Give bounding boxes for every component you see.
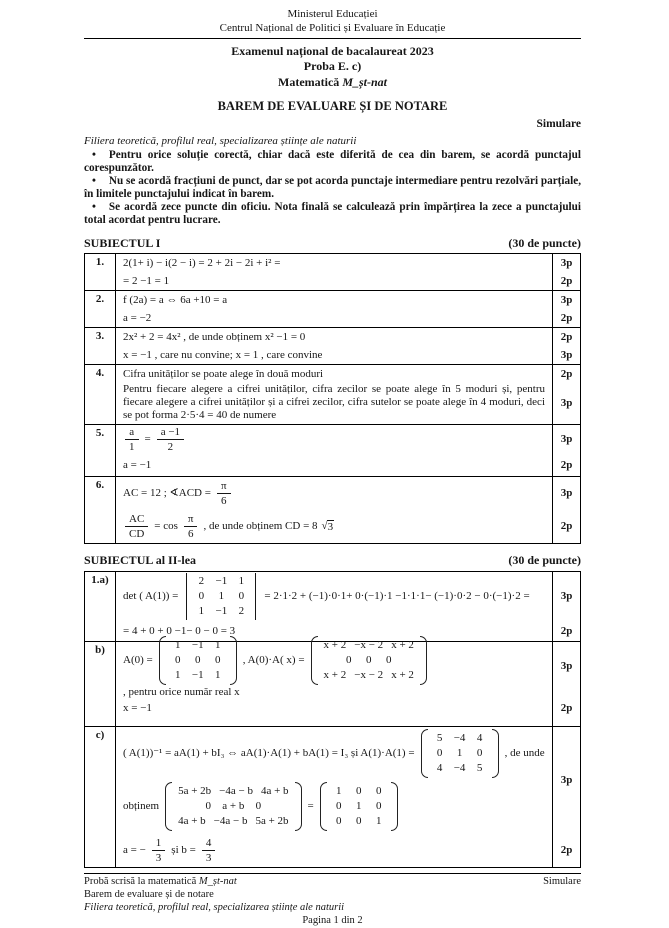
matrix-row <box>168 653 228 668</box>
formula-text: și b = <box>171 844 196 857</box>
matrix-row <box>174 799 292 814</box>
rules-list <box>84 149 581 227</box>
header-center <box>84 8 581 36</box>
solution-line <box>116 510 552 543</box>
table-row <box>85 327 580 364</box>
matrix-cell: 0 <box>376 784 382 797</box>
formula-text: det ( A(1)) = <box>123 590 179 603</box>
matrix <box>159 636 237 685</box>
solution-line: x = −1 , care nu convine; x = 1 , care convine <box>123 348 323 361</box>
row-number: 6. <box>85 477 116 543</box>
header-titles <box>84 44 581 115</box>
matrix-cell: 0 <box>356 814 362 827</box>
section2-heading <box>84 553 581 568</box>
points-cell: 2p <box>552 834 580 867</box>
table-row <box>85 572 580 641</box>
matrix-cell: 2 <box>238 605 245 618</box>
formula-text: , A(0)·A( x) = <box>242 653 305 666</box>
points-cell: 2p <box>552 365 580 383</box>
matrix-cell: 4a + b <box>178 814 206 827</box>
table-row <box>85 290 580 327</box>
matrix <box>311 636 427 685</box>
matrix-cell: 0 <box>356 784 362 797</box>
solution-line: = 2 −1 = 1 <box>123 274 170 287</box>
equals-sign: = <box>144 433 151 446</box>
subject-line <box>84 75 581 91</box>
matrix-row <box>320 668 418 683</box>
formula-text: obținem <box>123 799 160 812</box>
section1-points: (30 de puncte) <box>508 235 581 250</box>
points-cell: 3p <box>552 383 580 424</box>
filiera-line: Filiera teoretică, profilul real, specializarea științe ale naturii <box>84 134 357 147</box>
matrix-row <box>168 638 228 653</box>
solution-line <box>123 728 545 779</box>
left-paren <box>165 782 172 831</box>
matrix-cell: 0 <box>198 590 205 603</box>
solution-line <box>116 477 552 510</box>
matrix <box>421 729 499 778</box>
matrix-cell: 0 <box>214 653 221 666</box>
radical-sign: √ <box>321 519 328 532</box>
rule-text: Se acordă zece puncte din oficiu. Nota finală se calculează prin împărțirea la zece a punctajului total acordat pentru lucrare. <box>84 200 581 226</box>
matrix-row <box>320 653 418 668</box>
row-number: c) <box>85 727 116 867</box>
matrix-cell: 1 <box>198 605 205 618</box>
fraction: $\frac{a -1}{2}$ <box>157 425 184 454</box>
matrix-cell: 4 <box>476 732 483 745</box>
solution-line: f (2a) = a ⇔ 6a +10 = a <box>123 293 228 306</box>
row-number: 5. <box>85 425 116 476</box>
matrix-cell: −1 <box>215 605 228 618</box>
footer-exam-label: Probă scrisă la matematică <box>84 876 199 888</box>
matrix-cell: 0 <box>336 814 342 827</box>
fraction: $\frac{4}{3}$ <box>202 836 216 865</box>
exam-title: Examenul național de bacalaureat 2023 <box>231 43 434 58</box>
points-cell: 2p <box>552 692 580 726</box>
footer-line2: Barem de evaluare și de notare <box>84 888 214 900</box>
matrix-cell: 0 <box>436 747 443 760</box>
matrix-row <box>191 589 251 604</box>
matrix-cell: 2 <box>198 575 205 588</box>
formula-text: , de unde <box>504 747 545 760</box>
matrix-cell: −x − 2 <box>354 668 384 681</box>
fraction: $\frac{\pi}{6}$ <box>184 512 198 541</box>
matrix-cell: 0 <box>385 653 392 666</box>
matrix <box>320 782 398 831</box>
header-rule <box>84 38 581 39</box>
matrix-cell: 1 <box>376 814 382 827</box>
matrix-row <box>329 784 389 799</box>
rule-item <box>84 149 581 175</box>
matrix-cell: −4 <box>453 732 466 745</box>
footer <box>84 874 581 927</box>
formula-text: = cos <box>154 520 178 533</box>
fraction: $\frac{a}{1}$ <box>125 425 139 454</box>
matrix-cell: x + 2 <box>391 638 414 651</box>
points-cell: 3p <box>552 572 580 622</box>
formula-text: A(0) = <box>123 653 153 666</box>
matrix-row <box>191 574 251 589</box>
section1-title: SUBIECTUL I <box>84 235 161 250</box>
solution-line: 2(1+ i) − i(2 − i) = 2 + 2i − 2i + i² = <box>123 256 281 269</box>
subject-label: Matematică <box>278 75 343 90</box>
matrix-row <box>430 746 490 761</box>
matrix-row <box>430 761 490 776</box>
points-cell: 2p <box>552 309 580 327</box>
solution-line <box>116 634 552 700</box>
matrix-cell: 0 <box>205 799 211 812</box>
matrix-cell: 1 <box>174 668 181 681</box>
ministry-line: Ministerul Educației <box>287 8 378 20</box>
matrix-cell: 0 <box>365 653 372 666</box>
determinant-matrix <box>186 573 256 620</box>
matrix-cell: 4 <box>436 762 443 775</box>
subject-code: M_șt-nat <box>342 75 387 90</box>
left-paren <box>311 636 318 685</box>
matrix-cell: −4a − b <box>219 784 253 797</box>
center-line: Centrul Național de Politici și Evaluare în Educație <box>219 21 446 34</box>
matrix-cell: 0 <box>255 799 262 812</box>
formula-text: AC = 12 ; ∢ACD = <box>123 487 211 500</box>
simulare-label: Simulare <box>536 118 581 131</box>
matrix-cell: x + 2 <box>323 668 347 681</box>
formula-text: ( A(1))⁻¹ = aA(1) + bI₃ ⇔ aA(1)·A(1) + bA(1) = I₃ și A(1)·A(1) = <box>123 747 415 760</box>
matrix-cell: 5a + 2b <box>255 814 289 827</box>
matrix-row <box>329 799 389 814</box>
points-cell: 2p <box>552 454 580 476</box>
matrix-cell: −4a − b <box>213 814 248 827</box>
matrix-cell: 5 <box>436 732 443 745</box>
matrix-cell: 5a + 2b <box>178 784 212 797</box>
solution-line: a = −1 <box>123 458 152 471</box>
row-number: 2. <box>85 291 116 327</box>
matrix-cell: −1 <box>191 668 204 681</box>
matrix-row <box>168 668 228 683</box>
section2-points: (30 de puncte) <box>508 553 581 568</box>
solution-line: a = −2 <box>123 311 152 324</box>
solution-line <box>116 834 552 867</box>
left-paren <box>421 729 428 778</box>
footer-line3: Filiera teoretică, profilul real, specializarea științe ale naturii <box>84 901 345 913</box>
matrix-cell: 5 <box>476 762 483 775</box>
matrix-cell: −1 <box>215 575 228 588</box>
right-paren <box>420 636 427 685</box>
matrix-cell: 1 <box>214 638 221 651</box>
points-cell: 2p <box>552 328 580 346</box>
matrix-cell: x + 2 <box>323 638 347 651</box>
points-cell: 2p <box>552 622 580 641</box>
matrix-cell: 4a + b <box>260 784 289 797</box>
matrix-cell: 0 <box>336 799 342 812</box>
matrix-cell: 1 <box>218 590 225 603</box>
points-cell: 3p <box>552 291 580 309</box>
bullet-icon: • <box>92 148 96 161</box>
rule-item <box>84 175 581 201</box>
matrix-row <box>329 814 389 829</box>
matrix-cell: 1 <box>456 747 463 760</box>
matrix-cell: 0 <box>194 653 201 666</box>
points-cell: 3p <box>552 346 580 364</box>
section1-heading <box>84 236 581 251</box>
matrix-cell: 1 <box>174 638 181 651</box>
matrix-row <box>320 638 418 653</box>
matrix-cell: a + b <box>222 799 245 812</box>
formula-text: , de unde obținem CD = 8 <box>203 520 318 533</box>
matrix-row <box>430 731 490 746</box>
matrix-cell: 1 <box>238 575 245 588</box>
row-number: 4. <box>85 365 116 424</box>
solution-line <box>116 423 552 456</box>
formula-text: a = − <box>123 844 146 857</box>
fraction: $\frac{1}{3}$ <box>152 836 166 865</box>
points-cell: 2p <box>552 272 580 290</box>
square-root: √ 3 <box>321 519 334 533</box>
bullet-icon: • <box>92 174 96 187</box>
points-cell: 3p <box>552 642 580 692</box>
matrix-row <box>174 784 292 799</box>
matrix <box>165 782 301 831</box>
matrix-row <box>191 604 251 619</box>
footer-simulare-label: Simulare <box>543 876 581 888</box>
points-cell: 3p <box>552 727 580 834</box>
proba-line: Proba E. c) <box>303 59 362 74</box>
right-paren <box>391 782 398 831</box>
table-row <box>85 364 580 424</box>
matrix-cell: 0 <box>174 653 181 666</box>
table-row <box>85 254 580 290</box>
row-number: 1. <box>85 254 116 290</box>
right-paren <box>295 782 302 831</box>
matrix-row <box>174 814 292 829</box>
fraction: $\frac{AC}{CD}$ <box>125 512 148 541</box>
formula-text: , pentru orice număr real x <box>123 685 240 698</box>
footer-exam-code: M_șt-nat <box>198 876 237 888</box>
table-row <box>85 424 580 476</box>
points-cell: 3p <box>552 477 580 510</box>
formula-text: = 2·1·2 + (−1)·0·1+ 0·(−1)·1 −1·1·1− (−1)·0·2 − 0·(−1)·2 = <box>264 590 530 603</box>
matrix-cell: 0 <box>476 747 483 760</box>
matrix-cell: 0 <box>238 590 245 603</box>
equals-sign: = <box>307 799 314 812</box>
solution-line: = 4 + 0 + 0 −1− 0 − 0 = 3 <box>123 624 236 637</box>
matrix-cell: 0 <box>376 799 382 812</box>
table-row <box>85 638 580 726</box>
points-cell: 3p <box>552 425 580 454</box>
section2-title: SUBIECTUL al II-lea <box>84 553 197 568</box>
matrix-cell: 1 <box>356 799 362 812</box>
points-cell: 3p <box>552 254 580 272</box>
matrix-cell: 1 <box>214 668 221 681</box>
row-number: 3. <box>85 328 116 364</box>
matrix-cell: −4 <box>453 762 466 775</box>
left-paren <box>320 782 327 831</box>
barem-title: BAREM DE EVALUARE ȘI DE NOTARE <box>217 98 448 113</box>
matrix-cell: −1 <box>191 638 204 651</box>
subject1-table <box>84 253 581 544</box>
table-row <box>85 476 580 543</box>
row-number: b) <box>85 642 116 726</box>
matrix-cell: 0 <box>345 653 352 666</box>
row-number: 1.a) <box>85 572 116 641</box>
matrix-cell: x + 2 <box>391 668 414 681</box>
right-paren <box>492 729 499 778</box>
solution-line <box>123 779 545 833</box>
table-row <box>85 726 580 867</box>
rule-text: Pentru orice soluție corectă, chiar dacă este diferită de cea din barem, se acordă punctajul corespunzător. <box>84 148 581 174</box>
matrix-cell: −x − 2 <box>354 638 384 651</box>
left-paren <box>159 636 166 685</box>
points-cell: 2p <box>552 510 580 543</box>
bullet-icon: • <box>92 200 96 213</box>
solution-paragraph: Pentru fiecare alegere a cifrei unităților, cifra zecilor se poate alege în 5 moduri și, pentru fiecare alegere a cifrei unităților și a cifrei zecilor, cifra sutelor se poate alege în 4 moduri, deci se pot forma 2·5·4 = 40 de numere <box>123 383 545 422</box>
solution-block <box>116 727 552 834</box>
subject2-table <box>84 571 581 868</box>
solution-line: Cifra unităților se poate alege în două moduri <box>123 367 324 380</box>
solution-line <box>116 571 552 622</box>
rule-text: Nu se acordă fracțiuni de punct, dar se pot acorda punctaje intermediare pentru rezolvări parțiale, în limitele punctajului indicat în barem. <box>84 174 581 200</box>
solution-line: 2x² + 2 = 4x² , de unde obținem x² −1 = 0 <box>123 330 306 343</box>
matrix-cell: 1 <box>336 784 342 797</box>
rule-item <box>84 201 581 227</box>
fraction: $\frac{\pi}{6}$ <box>217 479 231 508</box>
solution-line: x = −1 <box>123 702 152 715</box>
page-number: Pagina 1 din 2 <box>302 915 363 927</box>
right-paren <box>230 636 237 685</box>
footer-line1 <box>84 876 581 889</box>
